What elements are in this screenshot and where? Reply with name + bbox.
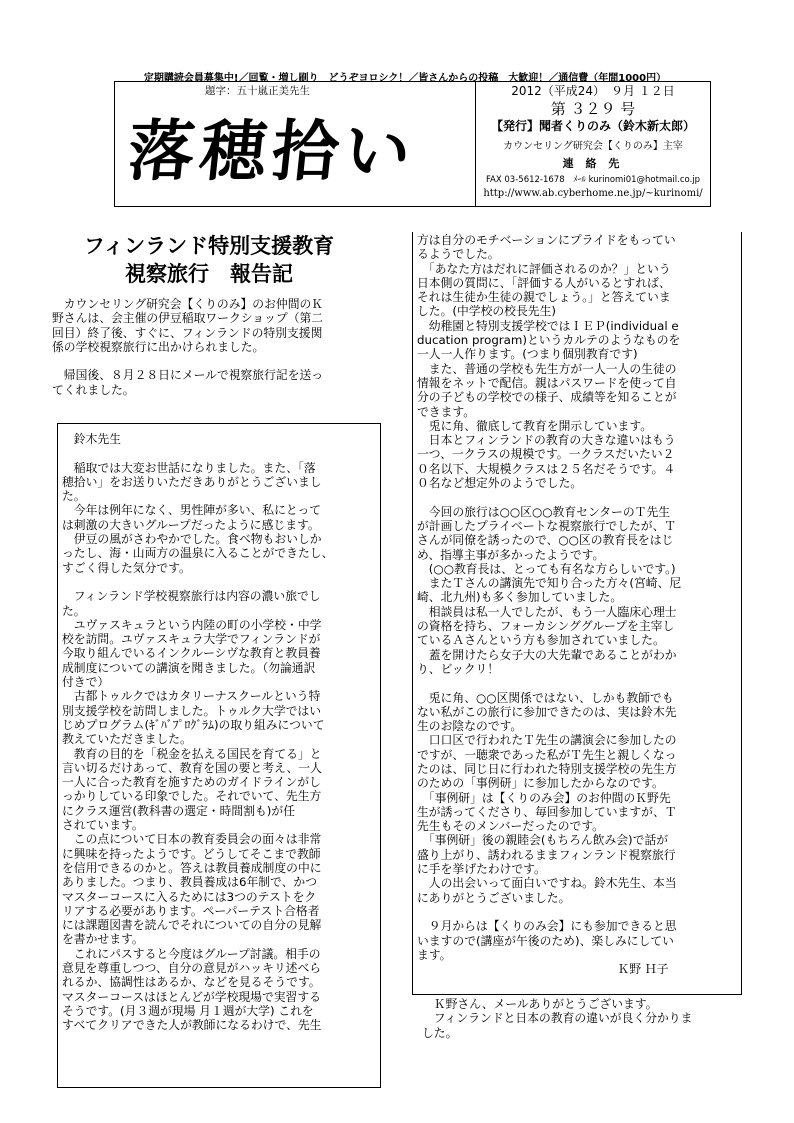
issue-number: 第 ３２９ 号 (550, 100, 636, 118)
fax-email: FAX 03-5612-1678 ﾒｰﾙ kurinomi01@hotmail.co.jp (485, 175, 701, 185)
letter-continuation-box (412, 232, 742, 995)
article-intro: カウンセリング研究会【くりのみ】のお仲間のＫ 野さんは、会主催の伊豆稲取ワークショップ（第二 回目）終了後、すぐに、フィンランドの特別支援関 係の学校視察旅行に出かけられました。 帰国後、８月２８日にメールで視察旅行記を送っ てくれました。 (52, 297, 324, 397)
newsletter-title: 落穂拾い (124, 112, 421, 190)
masthead (114, 81, 711, 207)
calligrapher-credit: 題字：五十嵐正美先生 (205, 85, 310, 97)
article-headline (30, 232, 388, 288)
issue-date: 2012（平成24） ９月 １２日 (511, 84, 675, 98)
masthead-title-panel (115, 82, 476, 206)
letter-text: 鈴木先生 稲取では大変お世話になりました。また、「落 穂拾い」をお送りいただきありがとうございまし た。 今年は例年になく、男性陣が多い、私にとって は刺激の大きいグループだったように感じます。 伊豆の風がさわやかでした。食べ物もおいしか ったし、海・山両方の温泉に入ることができたし、 すごく得した気分です。 フィンランド学校視察旅行は内容の濃い旅でし た。 ユヴァスキュラという内陸の町の小学校・中学 校を訪問。ユヴァスキュラ大学でフィンランドが 今取り組んでいるインクルーシヴな教育と教員養 成制度についての講演を聞きました。（勿論通訳 付きで） 古都トゥルクではカタリーナスクールという特 別支援学校を訪問しました。トゥルク大学ではい じめプログラム(ｷﾞﾊﾞﾌﾟﾛｸﾞﾗﾑ)の取り組みについて 教えていただきました。 教育の目的を「税金を払える国民を育てる」と 言い切るだけあって、教育を国の要と考え、一人 一人に合った教育を施すためのガイドラインがし っかりしている印象でした。それでいて、先生方 にクラス運営(教科書の選定・時間割も)が任 されています。 この点について日本の教育委員会の面々は非常 に興味を持ったようです。どうしてそこまで教師 を信用できるのかと。答えは教員養成制度の中に ありました。つまり、教員養成は6年制で、かつ マスターコースに入るためには3つのテストをク リアする必要があります。ペーパーテスト合格者 には課題図書を読んでそれについての自分の見解 を書かせます。 これにパスすると今度はグループ討議。相手の 意見を尊重しつつ、自分の意見がハッキリ述べら れるか、協調性はあるか、などを見るそうです。 マスターコースはほとんどが学校現場で実習する そうです。(月３週が現場 月１週が大学) これを すべてクリアできた人が教師になるわけで、先生 (62, 432, 334, 1033)
editor-closing: Ｋ野さん、メールありがとうございます。 フィンランドと日本の教育の違いが良く分かりま した。 (422, 997, 693, 1040)
publisher: 【発行】聞者くりのみ（鈴木新太郎） (490, 119, 695, 133)
headline-line-1: フィンランド特別支援教育 (83, 234, 335, 258)
letter-box (57, 423, 381, 1088)
contact-label: 連 絡 先 (562, 157, 624, 170)
subscription-notice: 定期購読会員募集中!／回覧・増し刷り どうぞヨロシク！／皆さんからの投稿 大歓迎！／通信費（年間1000円） (143, 73, 667, 84)
organizer: カウンセリング研究会【くりのみ】主宰 (503, 141, 683, 152)
letter-continuation-text: 方は自分のモチベーションにプライドをもってい るようでした。 「あなた方はだれに評価されるのか？」という 日本側の質問に、「評価する人がいるとすれば、 それは生徒か生徒の親でしょう。」と答えていま した。(中学校の校長先生) 幼稚園と特別支援学校ではＩＥＰ(individual e ducation program)というカルテのようなものを 一人一人作ります。(つまり個別教育です) また、普通の学校も先生方が一人一人の生徒の 情報をネットで配信。親はパスワードを使って自 分の子どもの学校での様子、成績等を知ることが できます。 兎に角、徹底して教育を開示しています。 日本とフィンランドの教育の大きな違いはもう 一つ、一クラスの規模です。一クラスだいたい２ ０名以下、大規模クラスは２５名だそうです。４ ０名など想定外のようでした。 今回の旅行は○○区○○教育センターのＴ先生 が計画したプライベートな視察旅行でしたが、Ｔ さんが同僚を誘ったので、○○区の教育長をはじ め、指導主事が多かったようです。 (○○教育長は、とっても有名な方らしいです。) またＴさんの講演先で知り合った方々(宮崎、尼 崎、北九州)も多く参加していました。 相談員は私一人でしたが、もう一人臨床心理士 の資格を持ち、フォーカシンググループを主宰し ているＡさんという方も参加されていました。 蓋を開けたら女子大の大先輩であることがわか り、ビックリ！ 兎に角、○○区関係ではない、しかも教師でも ない私がこの旅行に参加できたのは、実は鈴木先 生のお陰なのです。 口口区で行われたＴ先生の講演会に参加したの ですが、一聴衆であった私がＴ先生と親しくなっ たのは、同じ日に行われた特別支援学校の先生方 のための「事例研」に参加したからなのです。 「事例研」は【くりのみ会】のお仲間のＫ野先 生が誘ってくださり、毎回参加していますが、Ｔ 先生もそのメンバーだったのです。 「事例研」後の親睦会(もちろん飲み会)で話が 盛り上がり、誘われるままフィンランド視察旅行 に手を挙げたわけです。 人の出会いって面白いですね。鈴木先生、本当 にありがとうございました。 ９月からは【くりのみ会】にも参加できると思 いますので(講座が午後のため)、楽しみにしてい ます。 Ｋ野 Ｈ子 (417, 233, 682, 977)
masthead-info-panel (476, 82, 710, 206)
headline-line-2: 視察旅行 報告記 (125, 262, 293, 286)
website-url: http://www.ab.cyberhome.ne.jp/~kurinomi/ (483, 188, 703, 199)
